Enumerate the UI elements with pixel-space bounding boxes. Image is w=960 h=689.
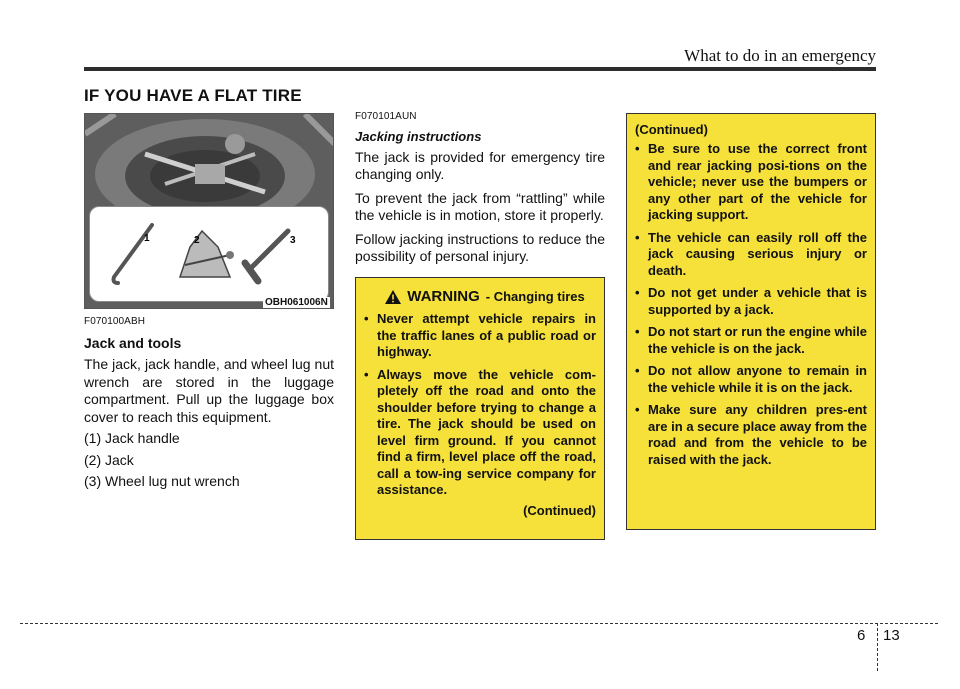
list-item: • Never attempt vehicle repairs in the traffic lanes of a public road or highway. <box>364 311 596 361</box>
warning-header <box>374 288 596 305</box>
body-paragraph: The jack is provided for emergency tire changing only. <box>355 148 605 183</box>
warning-continued-box <box>626 113 876 530</box>
list-item: • Do not allow anyone to remain in the vehicle while it is on the jack. <box>635 363 867 396</box>
list-item: • Make sure any children pres-ent are in a secure place away from the road and from the vehicle to be raised with the jack. <box>635 402 867 468</box>
continued-label: (Continued) <box>523 502 596 518</box>
body-paragraph: Follow jacking instructions to reduce the possibility of personal injury. <box>355 230 605 265</box>
warning-list <box>635 141 867 468</box>
jack-and-tools-section <box>84 316 334 495</box>
warning-list <box>364 311 596 499</box>
tools-inset-drawing <box>90 207 330 303</box>
footer-divider <box>877 623 878 671</box>
callout-2: 2 <box>194 235 200 246</box>
jacking-instructions-section <box>355 111 605 272</box>
warning-triangle-icon <box>385 290 401 304</box>
header-title: What to do in an emergency <box>684 46 876 65</box>
tools-inset <box>89 206 329 302</box>
body-paragraph: The jack, jack handle, and wheel lug nut wrench are stored in the luggage compartment. Pull up the luggage box cover to reach this equipment. <box>84 356 334 425</box>
warning-box <box>355 277 605 540</box>
list-item: • The vehicle can easily roll off the jack causing serious injury or death. <box>635 230 867 280</box>
continued-label: (Continued) <box>635 122 708 137</box>
list-item: • Do not start or run the engine while the vehicle is on the jack. <box>635 324 867 357</box>
page-number: 13 <box>883 627 900 644</box>
section-code: F070101AUN <box>355 111 417 122</box>
section-title: IF YOU HAVE A FLAT TIRE <box>84 86 302 105</box>
chapter-number: 6 <box>857 627 866 644</box>
list-item: (2) Jack <box>84 451 134 468</box>
list-item: • Always move the vehicle com-pletely off the road and onto the shoulder before trying to change a tire. The jack should be used on level firm ground. If you cannot find a firm, level place off the road, call a tow-ing service company for assistance. <box>364 367 596 499</box>
list-item: • Do not get under a vehicle that is supported by a jack. <box>635 285 867 318</box>
list-item: (3) Wheel lug nut wrench <box>84 473 240 489</box>
header-rule <box>84 67 876 71</box>
subsection-title: Jacking instructions <box>355 128 482 144</box>
section-code: F070100ABH <box>84 316 146 327</box>
tools-figure <box>84 113 334 309</box>
warning-label: WARNING <box>407 288 480 305</box>
list-item: • Be sure to use the correct front and rear jacking posi-tions on the vehicle; never use the bumpers or any other part of the vehicle for jacking support. <box>635 141 867 224</box>
footer-rule <box>20 623 938 624</box>
list-item: (1) Jack handle <box>84 430 180 446</box>
callout-1: 1 <box>144 233 150 244</box>
subsection-title: Jack and tools <box>84 334 182 351</box>
callout-3: 3 <box>290 235 296 246</box>
figure-code: OBH061006N <box>265 297 328 308</box>
body-paragraph: To prevent the jack from “rattling” while the vehicle is in motion, store it properly. <box>355 189 605 224</box>
warning-topic: - Changing tires <box>485 289 585 304</box>
